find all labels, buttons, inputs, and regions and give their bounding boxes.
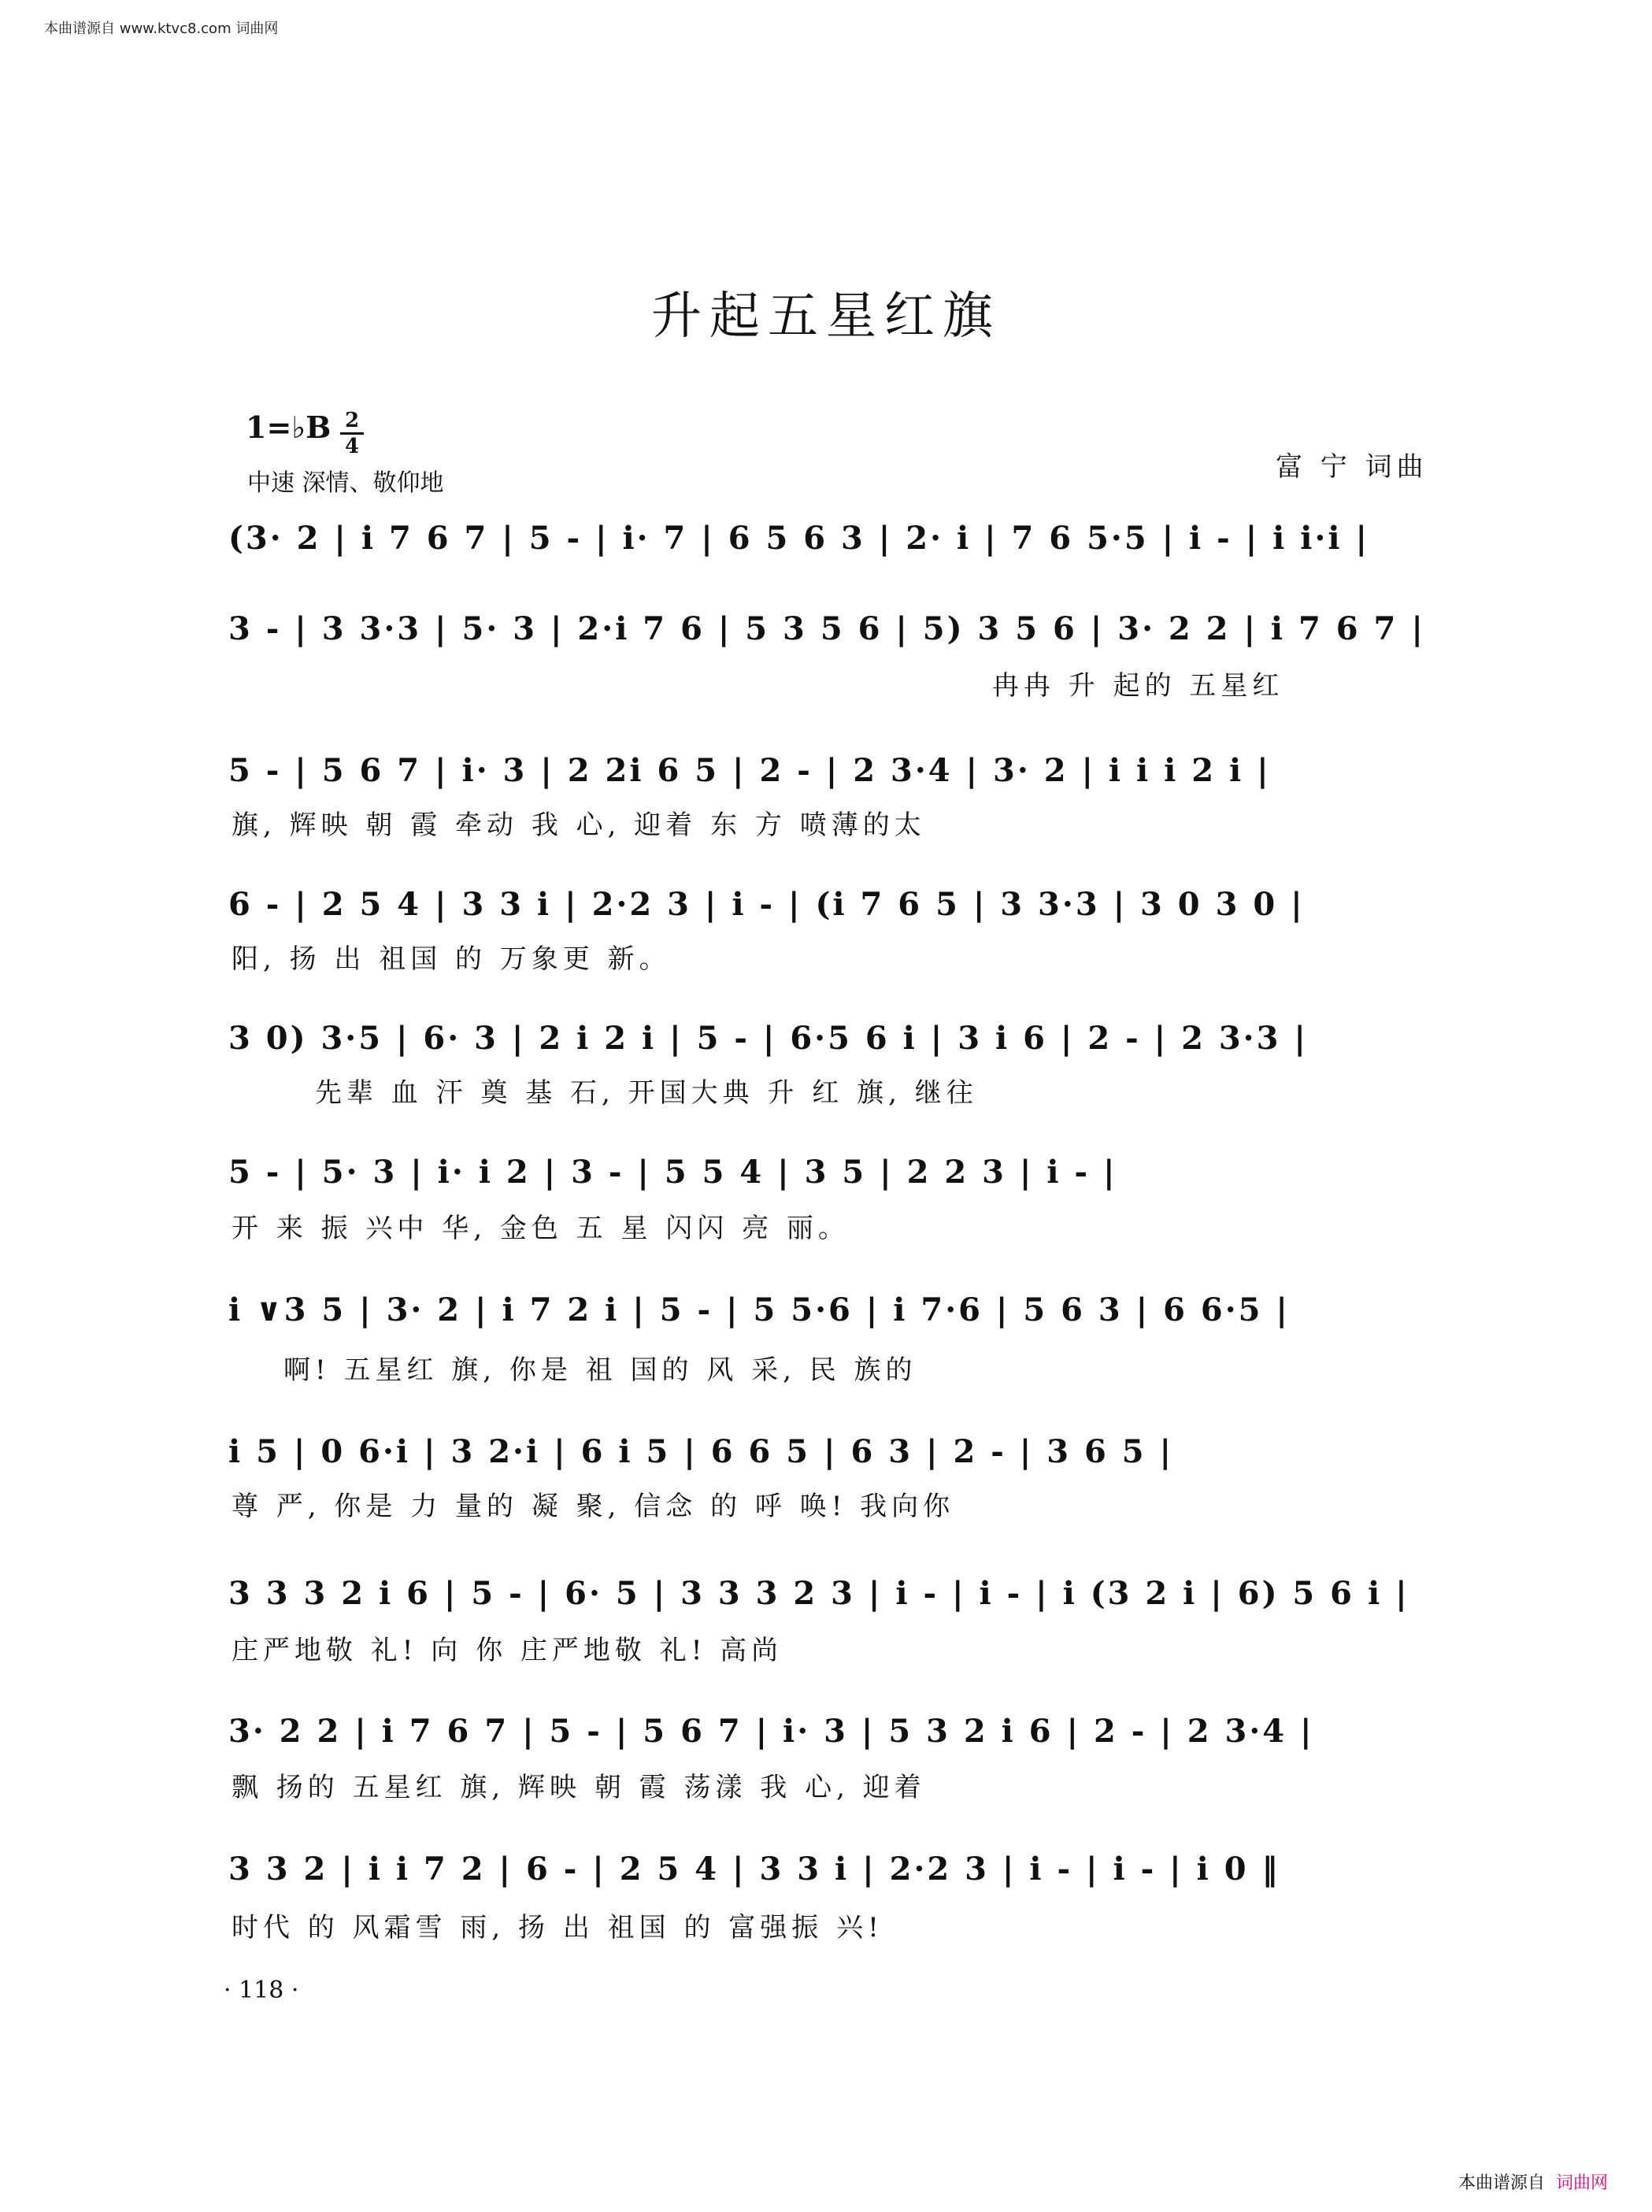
notation-line: i 5 | 0 6·i | 3 2·i | 6 i 5 | 6 6 5 | 6 3 | 2 - | 3 6 5 | [228,1433,1174,1470]
notation-line: 5 - | 5 6 7 | i· 3 | 2 2i 6 5 | 2 - | 2 3·4 | 3· 2 | i i i 2 i | [228,752,1271,789]
time-top: 2 [344,409,360,432]
notation-line: 5 - | 5· 3 | i· i 2 | 3 - | 5 5 4 | 3 5 | 2 2 3 | i - | [228,1154,1117,1191]
lyric-line: 冉冉 升 起的 五星红 [992,670,1284,702]
notation-line: 3 - | 3 3·3 | 5· 3 | 2·i 7 6 | 5 3 5 6 | 5) 3 5 6 | 3· 2 2 | i 7 6 7 | [228,610,1425,647]
song-title: 升起五星红旗 [651,287,1001,346]
lyric-line: 阳, 扬 出 祖国 的 万象更 新。 [232,943,671,975]
notation-line: 3· 2 2 | i 7 6 7 | 5 - | 5 6 7 | i· 3 | 5 3 2 i 6 | 2 - | 2 3·4 | [228,1713,1314,1750]
composer-credit: 富 宁 词曲 [1276,451,1428,483]
source-footer [1458,2169,1608,2194]
lyric-line: 啊! 五星红 旗, 你是 祖 国的 风 采, 民 族的 [283,1354,917,1386]
lyric-line: 时代 的 风霜雪 雨, 扬 出 祖国 的 富强振 兴! [232,1912,883,1943]
time-bottom: 4 [344,435,360,458]
tempo-marking: 中速 深情、敬仰地 [247,469,444,497]
notation-line: i ∨3 5 | 3· 2 | i 7 2 i | 5 - | 5 5·6 | i 7·6 | 5 6 3 | 6 6·5 | [228,1291,1290,1328]
footer-brand[interactable]: 词曲网 [1555,2173,1608,2193]
lyric-line: 尊 严, 你是 力 量的 凝 聚, 信念 的 呼 唤! 我向你 [232,1491,955,1522]
source-header: 本曲谱源自 www.ktvc8.com 词曲网 [44,20,279,37]
lyric-line: 飘 扬的 五星红 旗, 辉映 朝 霞 荡漾 我 心, 迎着 [232,1772,926,1803]
notation-line: 6 - | 2 5 4 | 3 3 i | 2·2 3 | i - | (i 7 6 5 | 3 3·3 | 3 0 3 0 | [228,886,1305,923]
lyric-line: 先辈 血 汗 奠 基 石, 开国大典 升 红 旗, 继往 [315,1077,978,1109]
time-signature [339,409,365,458]
notation-line: 3 0) 3·5 | 6· 3 | 2 i 2 i | 5 - | 6·5 6 i | 3 i 6 | 2 - | 2 3·3 | [228,1020,1308,1057]
notation-line: (3· 2 | i 7 6 7 | 5 - | i· 7 | 6 5 6 3 | 2· i | 7 6 5·5 | i - | i i·i | [228,520,1370,557]
lyric-line: 庄严地敬 礼! 向 你 庄严地敬 礼! 高尚 [232,1635,783,1666]
notation-line: 3 3 3 2 i 6 | 5 - | 6· 5 | 3 3 3 2 3 | i - | i - | i (3 2 i | 6) 5 6 i | [228,1575,1409,1612]
page-number: · 118 · [224,1977,299,2004]
footer-source: 本曲谱源自 [1458,2173,1545,2193]
lyric-line: 开 来 振 兴中 华, 金色 五 星 闪闪 亮 丽。 [232,1213,850,1244]
notation-line: 3 3 2 | i i 7 2 | 6 - | 2 5 4 | 3 3 i | 2·2 3 | i - | i - | i 0 ‖ [228,1851,1280,1888]
lyric-line: 旗, 辉映 朝 霞 牵动 我 心, 迎着 东 方 喷薄的太 [232,810,926,841]
key-signature: 1=♭B [246,409,332,445]
